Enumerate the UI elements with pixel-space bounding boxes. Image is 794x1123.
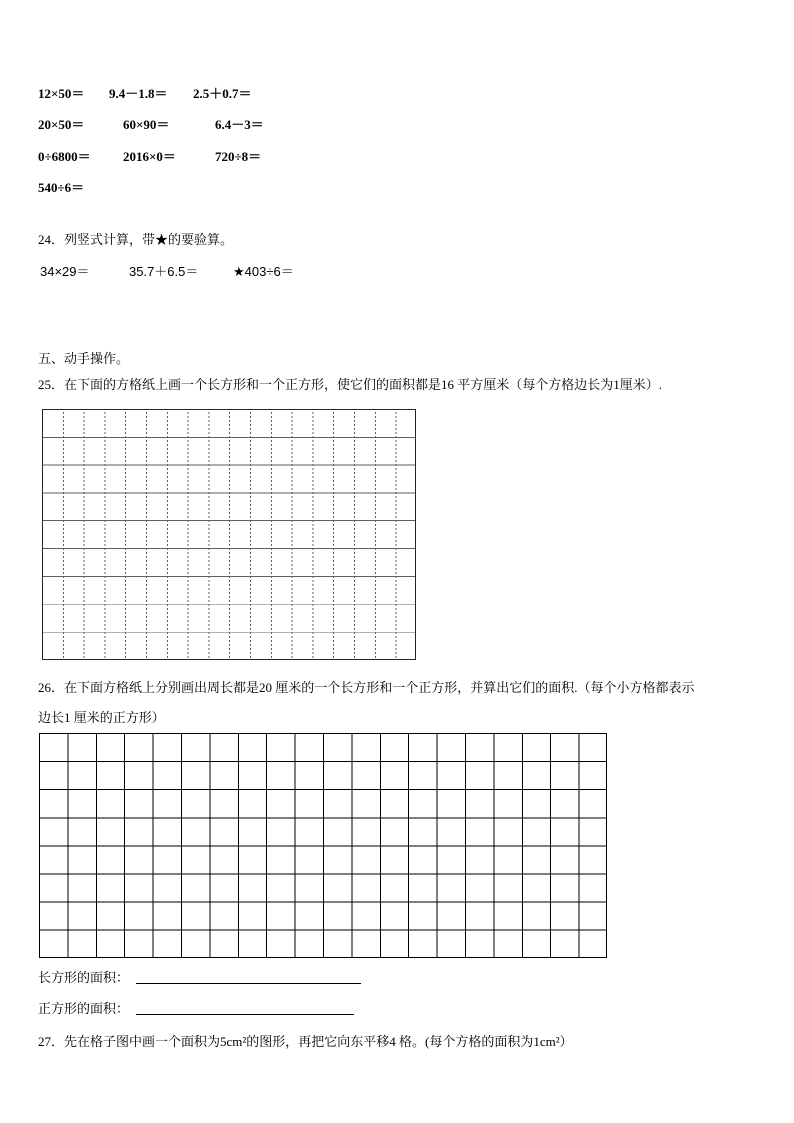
oral-calc-item: 2016×0＝ <box>123 149 176 164</box>
oral-calc-item: 20×50＝ <box>38 117 85 132</box>
oral-calc-item: 6.4－3＝ <box>215 117 264 132</box>
rect-area-answer-line[interactable] <box>136 983 361 984</box>
question-title-continued: 边长1 厘米的正方形） <box>38 710 165 725</box>
square-area-label: 正方形的面积： <box>38 1001 130 1016</box>
oral-calc-item: 540÷6＝ <box>38 180 85 195</box>
grid-paper[interactable] <box>39 733 607 958</box>
oral-calc-item: 60×90＝ <box>123 117 170 132</box>
question-title: 26．在下面方格纸上分别画出周长都是20 厘米的一个长方形和一个正方形，并算出它们的面积.（每个小方格都表示 <box>38 680 695 695</box>
vertical-calc-item: ★403÷6＝ <box>233 264 294 279</box>
oral-calc-item: 0÷6800＝ <box>38 149 91 164</box>
oral-calc-item: 2.5＋0.7＝ <box>193 86 252 101</box>
oral-calc-item: 12×50＝ <box>38 86 85 101</box>
section-title: 五、动手操作。 <box>38 351 130 366</box>
dotted-grid-paper[interactable] <box>42 409 416 660</box>
oral-calc-item: 720÷8＝ <box>215 149 262 164</box>
vertical-calc-item: 35.7＋6.5＝ <box>129 264 199 279</box>
rect-area-label: 长方形的面积： <box>38 970 130 985</box>
question-title: 24．列竖式计算，带★的要验算。 <box>38 232 234 247</box>
question-title: 27．先在格子图中画一个面积为5cm²的图形，再把它向东平移4 格。(每个方格的面积为1cm²） <box>38 1034 573 1049</box>
vertical-calc-item: 34×29＝ <box>40 264 90 279</box>
question-title: 25．在下面的方格纸上画一个长方形和一个正方形，使它们的面积都是16 平方厘米（每个方格边长为1厘米）. <box>38 377 663 392</box>
square-area-answer-line[interactable] <box>136 1014 354 1015</box>
grid-dot-pattern <box>43 410 415 659</box>
oral-calc-item: 9.4－1.8＝ <box>109 86 168 101</box>
